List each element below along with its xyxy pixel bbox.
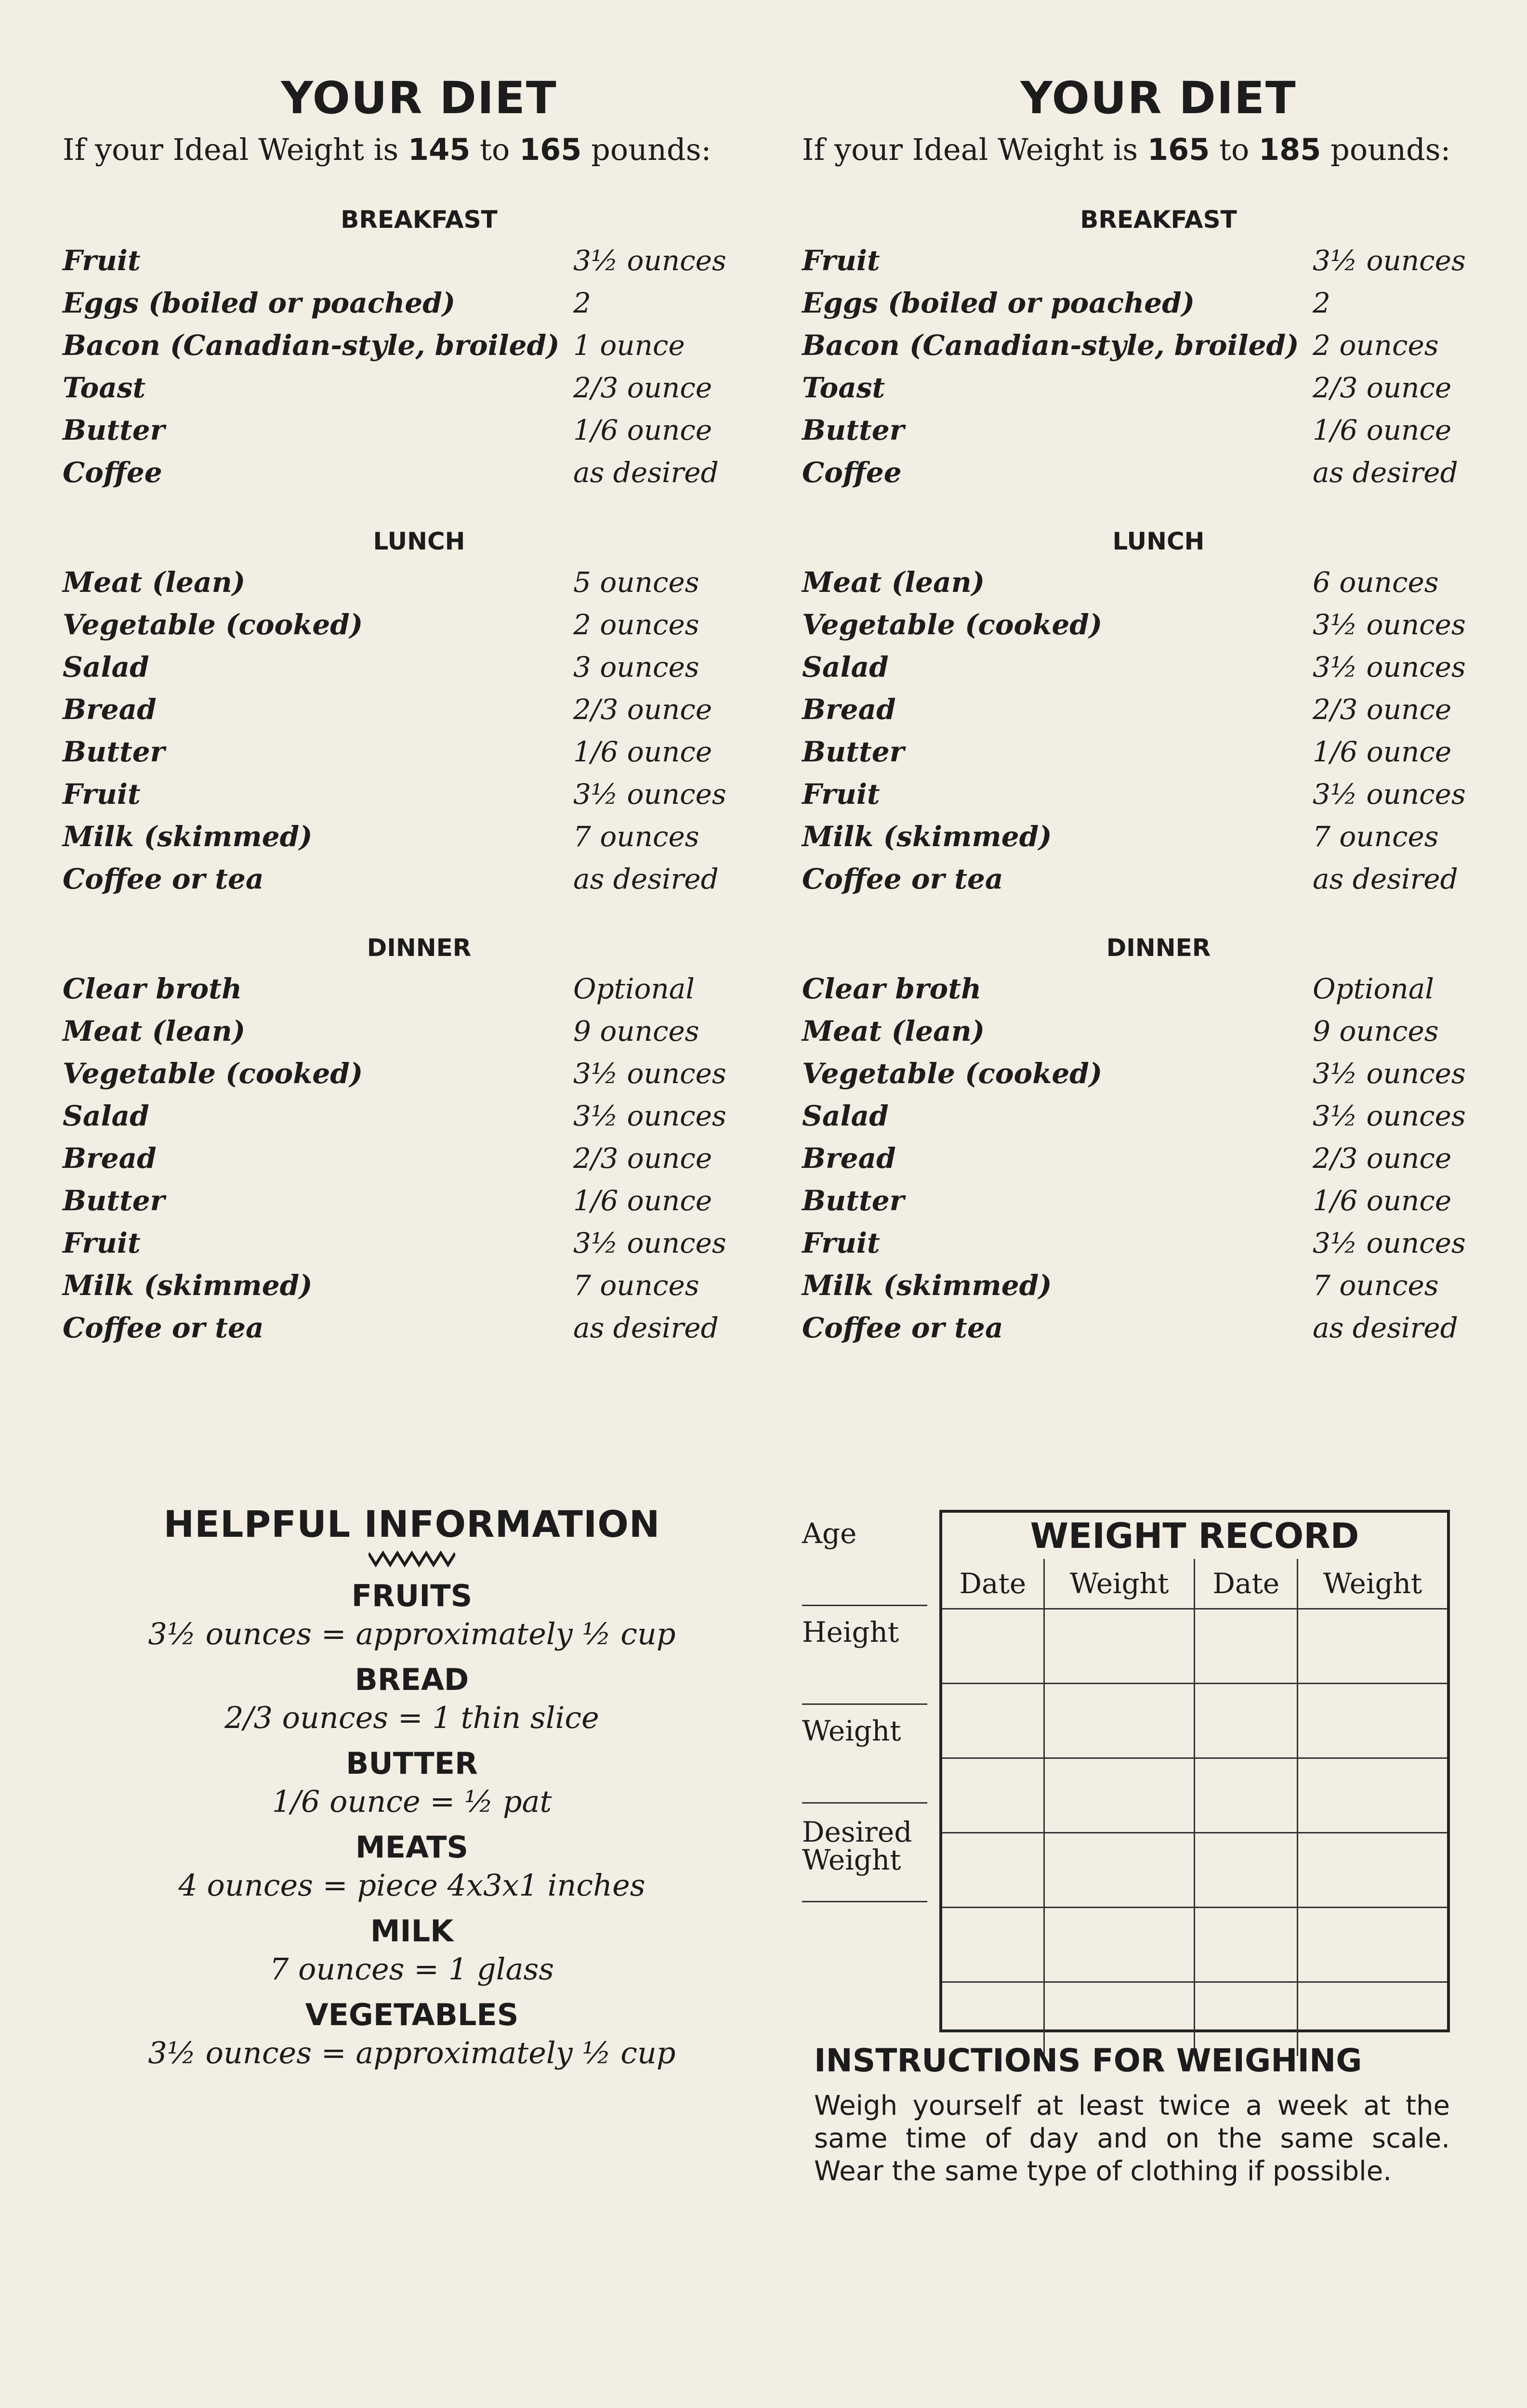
- food-name: Butter: [802, 735, 905, 768]
- weight-cell[interactable]: [1297, 1908, 1447, 1982]
- food-quantity: 2/3 ounce: [573, 693, 712, 726]
- food-row: [802, 239, 1515, 282]
- food-row: [63, 646, 776, 688]
- food-quantity: 9 ounces: [1313, 1015, 1439, 1047]
- milk-equivalent: 7 ounces = 1 glass: [269, 1951, 554, 1987]
- food-row: [63, 858, 776, 900]
- food-row: [802, 561, 1515, 603]
- food-name: Coffee or tea: [63, 1311, 264, 1344]
- food-quantity: 3½ ounces: [1313, 651, 1466, 683]
- diet-intro: If your Ideal Weight is 145 to 165 pounds:: [63, 132, 711, 167]
- food-row: [802, 858, 1515, 900]
- food-name: Butter: [63, 735, 165, 768]
- food-row: [63, 1052, 776, 1095]
- food-quantity: 1/6 ounce: [1313, 1184, 1452, 1217]
- lunch-heading: LUNCH: [1112, 527, 1205, 555]
- weight-record-row: [942, 1609, 1447, 1684]
- food-name: Meat (lean): [63, 566, 246, 599]
- weight-range-high: 165: [519, 132, 582, 167]
- food-quantity: 1/6 ounce: [573, 735, 712, 768]
- fruits-equivalent: 3½ ounces = approximately ½ cup: [148, 1616, 676, 1651]
- age-field[interactable]: [802, 1507, 927, 1606]
- food-quantity: as desired: [573, 456, 719, 489]
- food-quantity: 2/3 ounce: [573, 1142, 712, 1175]
- food-name: Coffee: [802, 456, 902, 489]
- food-quantity: as desired: [573, 1311, 719, 1344]
- food-quantity: as desired: [1313, 1311, 1458, 1344]
- food-quantity: Optional: [1313, 972, 1434, 1005]
- food-row: [63, 366, 776, 409]
- food-name: Salad: [802, 651, 889, 683]
- food-name: Coffee or tea: [802, 863, 1003, 895]
- food-row: [63, 603, 776, 646]
- food-name: Fruit: [63, 778, 141, 811]
- food-name: Butter: [802, 1184, 905, 1217]
- food-quantity: 1 ounce: [573, 329, 685, 362]
- food-quantity: 2: [573, 287, 591, 319]
- breakfast-heading: BREAKFAST: [1080, 206, 1237, 234]
- food-name: Meat (lean): [802, 566, 985, 599]
- instructions-title: INSTRUCTIONS FOR WEIGHING: [814, 2042, 1362, 2079]
- food-quantity: as desired: [573, 863, 719, 895]
- food-name: Salad: [63, 651, 149, 683]
- food-name: Butter: [63, 414, 165, 446]
- column-header-date: Date: [1195, 1559, 1297, 1609]
- weight-cell[interactable]: [1297, 1758, 1447, 1833]
- weight-range-high: 185: [1259, 132, 1321, 167]
- food-quantity: 2/3 ounce: [1313, 693, 1452, 726]
- date-cell[interactable]: [1195, 1684, 1297, 1758]
- weight-cell[interactable]: [1297, 1833, 1447, 1908]
- food-name: Vegetable (cooked): [802, 1057, 1103, 1090]
- food-row: [63, 1222, 776, 1264]
- food-quantity: 3½ ounces: [1313, 1057, 1466, 1090]
- food-name: Bacon (Canadian-style, broiled): [802, 329, 1299, 362]
- food-quantity: 2 ounces: [573, 608, 699, 641]
- weight-record: [939, 1510, 1450, 2032]
- food-name: Milk (skimmed): [802, 1269, 1052, 1302]
- food-name: Toast: [802, 371, 885, 404]
- food-row: [63, 1264, 776, 1307]
- column-header-weight: Weight: [1297, 1559, 1447, 1609]
- column-header-date: Date: [942, 1559, 1044, 1609]
- food-row: [63, 1010, 776, 1052]
- food-quantity: 3½ ounces: [573, 1227, 726, 1259]
- food-name: Fruit: [802, 778, 880, 811]
- dinner-list: [802, 968, 1515, 1349]
- butter-equivalent: 1/6 ounce = ½ pat: [272, 1784, 552, 1819]
- food-row: [802, 324, 1515, 366]
- food-row: [63, 282, 776, 324]
- food-quantity: 5 ounces: [573, 566, 699, 599]
- weight-range-low: 145: [408, 132, 471, 167]
- food-quantity: 3½ ounces: [573, 1057, 726, 1090]
- diet-column-145-165: [63, 72, 776, 1349]
- food-name: Milk (skimmed): [802, 820, 1052, 853]
- food-row: [63, 1179, 776, 1222]
- weight-record-body: [942, 1609, 1447, 2056]
- diet-title: YOUR DIET: [1020, 72, 1297, 124]
- dinner-list: [63, 968, 776, 1349]
- food-row: [63, 324, 776, 366]
- weight-cell[interactable]: [1297, 1684, 1447, 1758]
- food-row: [63, 1307, 776, 1349]
- food-row: [63, 239, 776, 282]
- food-quantity: 3½ ounces: [1313, 778, 1466, 811]
- food-name: Eggs (boiled or poached): [802, 287, 1195, 319]
- food-row: [802, 1264, 1515, 1307]
- breakfast-list: [802, 239, 1515, 494]
- weight-range-low: 165: [1147, 132, 1210, 167]
- diet-column-165-185: [802, 72, 1515, 1349]
- meats-equivalent: 4 ounces = piece 4x3x1 inches: [178, 1868, 645, 1903]
- breakfast-list: [63, 239, 776, 494]
- height-label: Height: [802, 1616, 899, 1649]
- food-row: [63, 451, 776, 494]
- squiggle-divider: [369, 1550, 455, 1568]
- food-row: [802, 815, 1515, 858]
- age-label: Age: [802, 1517, 857, 1550]
- food-name: Milk (skimmed): [63, 820, 313, 853]
- food-name: Salad: [802, 1099, 889, 1132]
- food-name: Vegetable (cooked): [63, 1057, 363, 1090]
- date-cell[interactable]: [1195, 1908, 1297, 1982]
- food-name: Fruit: [63, 1227, 141, 1259]
- food-name: Vegetable (cooked): [63, 608, 363, 641]
- food-name: Butter: [802, 414, 905, 446]
- diet-title: YOUR DIET: [281, 72, 557, 124]
- lunch-list: [802, 561, 1515, 900]
- food-quantity: 2/3 ounce: [1313, 1142, 1452, 1175]
- milk-heading: MILK: [370, 1913, 454, 1949]
- food-row: [802, 1179, 1515, 1222]
- weight-label: Weight: [802, 1714, 901, 1747]
- food-name: Bread: [802, 1142, 896, 1175]
- food-name: Meat (lean): [802, 1015, 985, 1047]
- food-name: Fruit: [802, 244, 880, 277]
- food-row: [802, 1010, 1515, 1052]
- food-quantity: 7 ounces: [573, 1269, 699, 1302]
- date-cell[interactable]: [942, 1609, 1044, 1684]
- food-row: [63, 773, 776, 815]
- food-row: [63, 409, 776, 451]
- food-name: Salad: [63, 1099, 149, 1132]
- instructions-text: Weigh yourself at least twice a week at the same time of day and on the same scale. Wear the same type of clothing if possible.: [814, 2090, 1450, 2187]
- food-row: [63, 561, 776, 603]
- food-row: [63, 815, 776, 858]
- lunch-list: [63, 561, 776, 900]
- food-row: [802, 1137, 1515, 1179]
- food-row: [63, 731, 776, 773]
- food-name: Fruit: [63, 244, 141, 277]
- food-row: [63, 1137, 776, 1179]
- food-quantity: 2/3 ounce: [573, 371, 712, 404]
- food-name: Milk (skimmed): [63, 1269, 313, 1302]
- food-quantity: 3½ ounces: [1313, 1099, 1466, 1132]
- weight-cell[interactable]: [1044, 1609, 1195, 1684]
- fruits-heading: FRUITS: [351, 1578, 473, 1613]
- food-name: Butter: [63, 1184, 165, 1217]
- vegetables-heading: VEGETABLES: [305, 1997, 519, 2032]
- dinner-heading: DINNER: [1106, 934, 1211, 962]
- food-quantity: 6 ounces: [1313, 566, 1439, 599]
- weight-cell[interactable]: [1044, 1684, 1195, 1758]
- food-name: Bread: [802, 693, 896, 726]
- date-cell[interactable]: [942, 1833, 1044, 1908]
- weight-record-row: [942, 1833, 1447, 1908]
- food-quantity: 7 ounces: [1313, 820, 1439, 853]
- lunch-heading: LUNCH: [373, 527, 465, 555]
- food-quantity: 3½ ounces: [1313, 244, 1466, 277]
- food-row: [802, 409, 1515, 451]
- food-name: Toast: [63, 371, 146, 404]
- food-row: [802, 773, 1515, 815]
- food-quantity: 2 ounces: [1313, 329, 1439, 362]
- food-name: Coffee or tea: [63, 863, 264, 895]
- column-header-weight: Weight: [1044, 1559, 1195, 1609]
- food-name: Bread: [63, 1142, 157, 1175]
- food-row: [802, 282, 1515, 324]
- food-row: [802, 1222, 1515, 1264]
- food-row: [802, 1307, 1515, 1349]
- food-row: [802, 366, 1515, 409]
- weight-record-title: WEIGHT RECORD: [1030, 1516, 1359, 1556]
- bread-equivalent: 2/3 ounces = 1 thin slice: [224, 1700, 599, 1735]
- diet-intro: If your Ideal Weight is 165 to 185 pounds:: [802, 132, 1451, 167]
- food-quantity: 1/6 ounce: [573, 414, 712, 446]
- helpful-information: [63, 1503, 761, 2070]
- weight-record-table: [942, 1559, 1447, 2056]
- personal-stats: [802, 1507, 927, 1902]
- food-name: Coffee: [63, 456, 162, 489]
- food-quantity: 3½ ounces: [573, 244, 726, 277]
- helpful-title: HELPFUL INFORMATION: [163, 1503, 660, 1545]
- food-quantity: 3½ ounces: [573, 778, 726, 811]
- food-quantity: as desired: [1313, 456, 1458, 489]
- weight-record-row: [942, 1758, 1447, 1833]
- meats-heading: MEATS: [355, 1830, 469, 1865]
- weighing-instructions: [814, 2042, 1450, 2188]
- food-name: Coffee or tea: [802, 1311, 1003, 1344]
- helpful-entries: [63, 1578, 761, 2070]
- date-cell[interactable]: [1195, 1758, 1297, 1833]
- food-row: [802, 688, 1515, 731]
- date-cell[interactable]: [942, 1684, 1044, 1758]
- weight-cell[interactable]: [1044, 1833, 1195, 1908]
- food-row: [802, 1095, 1515, 1137]
- vegetables-equivalent: 3½ ounces = approximately ½ cup: [148, 2035, 676, 2070]
- date-cell[interactable]: [942, 1758, 1044, 1833]
- food-row: [802, 451, 1515, 494]
- weight-cell[interactable]: [1297, 1609, 1447, 1684]
- food-quantity: 3½ ounces: [1313, 1227, 1466, 1259]
- food-quantity: 3 ounces: [573, 651, 699, 683]
- food-row: [802, 646, 1515, 688]
- food-quantity: 2: [1313, 287, 1330, 319]
- desired-weight-label: Desired Weight: [802, 1816, 912, 1876]
- bread-heading: BREAD: [355, 1662, 469, 1697]
- date-cell[interactable]: [1195, 1609, 1297, 1684]
- food-row: [802, 968, 1515, 1010]
- height-field[interactable]: [802, 1606, 927, 1705]
- food-quantity: 2/3 ounce: [1313, 371, 1452, 404]
- food-quantity: as desired: [1313, 863, 1458, 895]
- food-name: Eggs (boiled or poached): [63, 287, 456, 319]
- food-quantity: 3½ ounces: [573, 1099, 726, 1132]
- food-row: [63, 1095, 776, 1137]
- food-quantity: 1/6 ounce: [1313, 735, 1452, 768]
- weight-record-header-row: [942, 1559, 1447, 1609]
- date-cell[interactable]: [1195, 1833, 1297, 1908]
- food-name: Clear broth: [802, 972, 982, 1005]
- weight-cell[interactable]: [1044, 1758, 1195, 1833]
- weight-cell[interactable]: [1044, 1908, 1195, 1982]
- weight-record-row: [942, 1908, 1447, 1982]
- date-cell[interactable]: [942, 1908, 1044, 1982]
- food-row: [802, 603, 1515, 646]
- food-name: Bacon (Canadian-style, broiled): [63, 329, 560, 362]
- food-row: [802, 731, 1515, 773]
- breakfast-heading: BREAKFAST: [341, 206, 498, 234]
- food-quantity: 3½ ounces: [1313, 608, 1466, 641]
- food-quantity: 1/6 ounce: [1313, 414, 1452, 446]
- food-name: Meat (lean): [63, 1015, 246, 1047]
- food-quantity: 7 ounces: [1313, 1269, 1439, 1302]
- food-row: [63, 968, 776, 1010]
- food-quantity: Optional: [573, 972, 695, 1005]
- food-name: Bread: [63, 693, 157, 726]
- food-row: [802, 1052, 1515, 1095]
- food-name: Clear broth: [63, 972, 242, 1005]
- food-name: Vegetable (cooked): [802, 608, 1103, 641]
- weight-record-row: [942, 1684, 1447, 1758]
- dinner-heading: DINNER: [367, 934, 472, 962]
- food-quantity: 9 ounces: [573, 1015, 699, 1047]
- weight-field[interactable]: [802, 1705, 927, 1804]
- food-row: [63, 688, 776, 731]
- desired-weight-field[interactable]: [802, 1804, 927, 1902]
- butter-heading: BUTTER: [346, 1746, 478, 1781]
- food-name: Fruit: [802, 1227, 880, 1259]
- food-quantity: 1/6 ounce: [573, 1184, 712, 1217]
- food-quantity: 7 ounces: [573, 820, 699, 853]
